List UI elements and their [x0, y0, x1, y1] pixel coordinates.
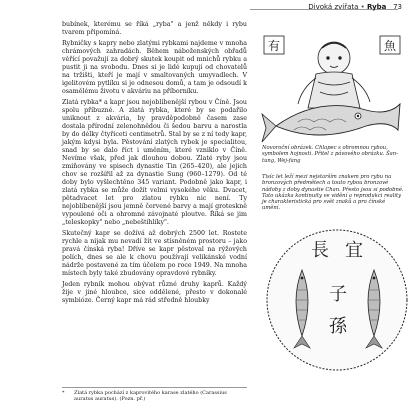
glyph-left: 有 — [267, 39, 281, 53]
paragraph: Jeden rybník mohou obývat různé druhy kaprů. Každý žije v jiné hloubce, sice oddělené, přesto v dokonalé symbióze. Černý kapr má rád středně hloubky — [62, 280, 247, 304]
caption-bottom: Tisíc let leží mezi nejstarším znakem pro rybu na bronzových předmětech a touto rybou bronzové nádoby z doby dynastie Chan. Přesto jsou si podobné. Tato ukázka kontinuity ve vidění a reprodukci reality je charakteristická pro svět znaků a pro čínské umění. — [262, 174, 404, 212]
footnote — [62, 387, 247, 402]
footnote-marker: * — [62, 390, 65, 396]
glyph-right: 魚 — [383, 39, 397, 53]
bronze-disc-illustration — [262, 220, 412, 375]
header-separator: • — [360, 3, 365, 11]
disc-glyph-4: 孫 — [329, 316, 347, 337]
footnote-text: Zlatá rybka pochází z kaprovitého karase zlatého (Carassius auratus auratus). (Pozn. př.) — [74, 390, 227, 403]
large-fish — [262, 104, 400, 142]
header-section: Divoká zvířata — [308, 3, 359, 11]
caption-top: Novoroční obrázek. Chlapec s ohromnou rybou, symbolem hojnosti. Přitel z pávového obrázku. Šan-tung, Wej-fang — [262, 145, 398, 164]
disc-glyph-1: 長 — [311, 240, 329, 261]
body-text-column — [62, 21, 247, 308]
disc-glyph-3: 子 — [329, 284, 347, 305]
paragraph: Rybničky s kapry nebo zlatými rybkami najdeme v mnoha chrámových zahradách. Během náboženských obřadů věřící považují za dobrý skutek koupit od mnichů rybku a pustit ji na svobodu. Dnes si je lidé kupují od chovatelů na tržišti, kteří je mají v smaltovaných umyvadlech. V igelitovém pytlíku si je odnesou domů, a tam je odsoudí k osamělému životu v akváriu na příborníku. — [62, 39, 247, 95]
header-chapter: Ryba — [367, 3, 387, 11]
paragraph: bubínek, kterému se říká „ryba" a jenž někdy i rybu tvarem připomíná. — [62, 21, 247, 37]
paragraph: Skutečný kapr se dožívá až dobrých 2500 let. Rostete rychle a nijak mu nevadí žít ve stísněném prostoru – jako pravá čínská ryba! Dříve se kapr pěstoval na rýžových polích, dnes se ale k chovu používají velikánské vodní nádrže postavené za tím účelem po roce 1949. Na mnoha místech byly také zbudovány opravdové rybníky. — [62, 229, 247, 278]
header-title — [308, 3, 402, 11]
boy-body — [308, 72, 360, 108]
running-header — [0, 0, 420, 20]
page-number: 73 — [393, 3, 402, 11]
boy-with-fish-illustration — [258, 30, 408, 152]
paragraph: Zlatá rybka* a kapr jsou nejoblíbenější rybou v Číně. Jsou spolu příbuzné. A zlatá rybka, které by se podařilo uniknout z akvária, by pravděpodobně časem zase dostala přírodní zelenohnědou či šedou barvu a narostla by do délky čtyřiceti centimetrů. Stal by se z ní tedy kapr, jakým kdysi byla. Pěstování zlatých rybek je specialitou, snad by se dalo říct i uměním, které vzniklo v Číně. Nevíme však, před jak dlouhou dobou. Zlaté ryby jsou zmiňovány ve spisech dynastie Tin (265–420), ale jejich chov se rozšířil až za dynastie Sung (960–1279). Od té doby bylo vyšlechtěno 345 variant. Podobně jako kapr, i zlatá rybka se může dožít velmi vysokého věku. Dvacet, pětadvacet let pro zlatou rybku nic není. Ty nejoblíbenější jsou jemně červené barvy a mají groteskně vypoulené oči a ohromné závojnaté ploutve. Říká se jim „teleskopky" nebo „nebeštíhlíky". — [62, 98, 247, 227]
disc-glyph-2: 宜 — [345, 240, 363, 261]
